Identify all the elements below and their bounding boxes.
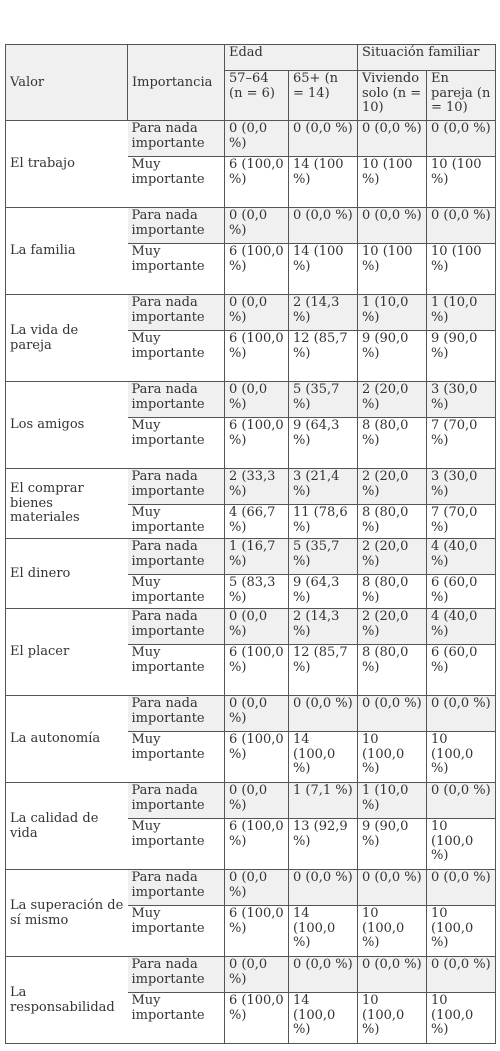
value-cell: 0 (0,0 %) [225, 696, 289, 732]
value-cell: 0 (0,0 %) [225, 783, 289, 819]
importancia-muy-label: Muy importante [128, 157, 225, 208]
header-living-alone: Viviendo solo (n = 10) [358, 71, 427, 121]
value-cell: 0 (0,0 %) [427, 957, 496, 993]
valor-label: Los amigos [6, 382, 128, 469]
value-cell: 3 (30,0 %) [427, 469, 496, 505]
value-cell: 0 (0,0 %) [358, 208, 427, 244]
value-cell: 12 (85,7 %) [289, 645, 358, 696]
value-cell: 10 (100,0 %) [427, 819, 496, 870]
value-cell: 10 (100 %) [358, 244, 427, 295]
value-cell: 10 (100 %) [427, 244, 496, 295]
table-row [6, 957, 496, 993]
value-cell: 10 (100,0 %) [358, 993, 427, 1044]
importancia-muy-label: Muy importante [128, 575, 225, 609]
header-age-65-plus: 65+ (n = 14) [289, 71, 358, 121]
valor-label: La calidad de vida [6, 783, 128, 870]
value-cell: 2 (20,0 %) [358, 539, 427, 575]
value-cell: 3 (21,4 %) [289, 469, 358, 505]
value-cell: 12 (85,7 %) [289, 331, 358, 382]
value-cell: 0 (0,0 %) [225, 295, 289, 331]
value-cell: 5 (35,7 %) [289, 539, 358, 575]
value-cell: 2 (14,3 %) [289, 295, 358, 331]
value-cell: 14 (100,0 %) [289, 906, 358, 957]
value-cell: 14 (100 %) [289, 157, 358, 208]
value-cell: 0 (0,0 %) [289, 957, 358, 993]
importancia-nada-label: Para nada importante [128, 382, 225, 418]
importancia-muy-label: Muy importante [128, 418, 225, 469]
valor-label: La vida de pareja [6, 295, 128, 382]
header-situacion-familiar: Situación familiar [358, 45, 496, 71]
value-cell: 0 (0,0 %) [358, 870, 427, 906]
value-cell: 9 (90,0 %) [358, 331, 427, 382]
value-cell: 10 (100,0 %) [427, 993, 496, 1044]
header-age-57-64: 57–64 (n = 6) [225, 71, 289, 121]
value-cell: 0 (0,0 %) [358, 696, 427, 732]
value-cell: 6 (100,0 %) [225, 418, 289, 469]
valor-label: El dinero [6, 539, 128, 609]
table-body [6, 121, 496, 1044]
value-cell: 8 (80,0 %) [358, 645, 427, 696]
importancia-nada-label: Para nada importante [128, 609, 225, 645]
value-cell: 4 (40,0 %) [427, 539, 496, 575]
value-cell: 6 (100,0 %) [225, 732, 289, 783]
table-row [6, 382, 496, 418]
importancia-muy-label: Muy importante [128, 906, 225, 957]
value-cell: 9 (64,3 %) [289, 418, 358, 469]
table-row [6, 609, 496, 645]
value-cell: 6 (100,0 %) [225, 819, 289, 870]
values-table-container [5, 44, 495, 1044]
valor-label: La autonomía [6, 696, 128, 783]
importancia-muy-label: Muy importante [128, 331, 225, 382]
value-cell: 10 (100,0 %) [427, 732, 496, 783]
value-cell: 2 (20,0 %) [358, 609, 427, 645]
value-cell: 5 (35,7 %) [289, 382, 358, 418]
table-row [6, 870, 496, 906]
value-cell: 11 (78,6 %) [289, 505, 358, 539]
value-cell: 14 (100,0 %) [289, 732, 358, 783]
table-row [6, 295, 496, 331]
value-cell: 6 (60,0 %) [427, 575, 496, 609]
value-cell: 0 (0,0 %) [427, 121, 496, 157]
importancia-muy-label: Muy importante [128, 505, 225, 539]
value-cell: 8 (80,0 %) [358, 505, 427, 539]
header-valor: Valor [6, 45, 128, 121]
table-row [6, 469, 496, 505]
value-cell: 2 (20,0 %) [358, 382, 427, 418]
importancia-muy-label: Muy importante [128, 645, 225, 696]
value-cell: 6 (100,0 %) [225, 157, 289, 208]
importancia-nada-label: Para nada importante [128, 469, 225, 505]
value-cell: 8 (80,0 %) [358, 575, 427, 609]
importancia-muy-label: Muy importante [128, 244, 225, 295]
importancia-nada-label: Para nada importante [128, 696, 225, 732]
value-cell: 0 (0,0 %) [289, 208, 358, 244]
header-importancia: Importancia [128, 45, 225, 121]
importancia-nada-label: Para nada importante [128, 295, 225, 331]
importancia-nada-label: Para nada importante [128, 783, 225, 819]
value-cell: 6 (100,0 %) [225, 906, 289, 957]
value-cell: 7 (70,0 %) [427, 505, 496, 539]
value-cell: 5 (83,3 %) [225, 575, 289, 609]
value-cell: 6 (100,0 %) [225, 331, 289, 382]
importancia-nada-label: Para nada importante [128, 539, 225, 575]
valor-label: La familia [6, 208, 128, 295]
value-cell: 0 (0,0 %) [225, 957, 289, 993]
importancia-nada-label: Para nada importante [128, 208, 225, 244]
value-cell: 0 (0,0 %) [427, 208, 496, 244]
value-cell: 9 (90,0 %) [358, 819, 427, 870]
value-cell: 0 (0,0 %) [427, 783, 496, 819]
value-cell: 2 (20,0 %) [358, 469, 427, 505]
value-cell: 0 (0,0 %) [225, 208, 289, 244]
value-cell: 13 (92,9 %) [289, 819, 358, 870]
value-cell: 0 (0,0 %) [427, 696, 496, 732]
value-cell: 10 (100,0 %) [427, 906, 496, 957]
value-cell: 1 (16,7 %) [225, 539, 289, 575]
header-edad: Edad [225, 45, 358, 71]
table-row [6, 696, 496, 732]
importancia-nada-label: Para nada importante [128, 870, 225, 906]
table-row [6, 539, 496, 575]
importancia-muy-label: Muy importante [128, 819, 225, 870]
value-cell: 10 (100,0 %) [358, 732, 427, 783]
valor-label: El trabajo [6, 121, 128, 208]
table-row [6, 208, 496, 244]
value-cell: 1 (10,0 %) [427, 295, 496, 331]
value-cell: 6 (100,0 %) [225, 993, 289, 1044]
value-cell: 7 (70,0 %) [427, 418, 496, 469]
value-cell: 1 (10,0 %) [358, 783, 427, 819]
value-cell: 0 (0,0 %) [289, 870, 358, 906]
header-couple: En pareja (n = 10) [427, 71, 496, 121]
valor-label: La superación de sí mismo [6, 870, 128, 957]
value-cell: 0 (0,0 %) [289, 696, 358, 732]
value-cell: 10 (100 %) [358, 157, 427, 208]
value-cell: 0 (0,0 %) [225, 121, 289, 157]
value-cell: 0 (0,0 %) [225, 382, 289, 418]
value-cell: 0 (0,0 %) [289, 121, 358, 157]
value-cell: 4 (40,0 %) [427, 609, 496, 645]
value-cell: 9 (90,0 %) [427, 331, 496, 382]
importancia-muy-label: Muy importante [128, 732, 225, 783]
value-cell: 2 (33,3 %) [225, 469, 289, 505]
value-cell: 1 (7,1 %) [289, 783, 358, 819]
valor-label: La responsabilidad [6, 957, 128, 1044]
importancia-nada-label: Para nada importante [128, 957, 225, 993]
value-cell: 0 (0,0 %) [358, 957, 427, 993]
value-cell: 10 (100,0 %) [358, 906, 427, 957]
value-cell: 4 (66,7 %) [225, 505, 289, 539]
value-cell: 6 (100,0 %) [225, 645, 289, 696]
value-cell: 8 (80,0 %) [358, 418, 427, 469]
value-cell: 3 (30,0 %) [427, 382, 496, 418]
table-row [6, 783, 496, 819]
value-cell: 0 (0,0 %) [427, 870, 496, 906]
value-cell: 9 (64,3 %) [289, 575, 358, 609]
valor-label: El placer [6, 609, 128, 696]
value-cell: 6 (60,0 %) [427, 645, 496, 696]
value-cell: 2 (14,3 %) [289, 609, 358, 645]
value-cell: 1 (10,0 %) [358, 295, 427, 331]
importancia-muy-label: Muy importante [128, 993, 225, 1044]
table-row [6, 121, 496, 157]
value-cell: 0 (0,0 %) [225, 609, 289, 645]
value-cell: 14 (100,0 %) [289, 993, 358, 1044]
value-cell: 10 (100 %) [427, 157, 496, 208]
valor-label: El comprar bienes materiales [6, 469, 128, 539]
values-table [5, 44, 496, 1044]
value-cell: 14 (100 %) [289, 244, 358, 295]
value-cell: 6 (100,0 %) [225, 244, 289, 295]
value-cell: 0 (0,0 %) [225, 870, 289, 906]
value-cell: 0 (0,0 %) [358, 121, 427, 157]
importancia-nada-label: Para nada importante [128, 121, 225, 157]
